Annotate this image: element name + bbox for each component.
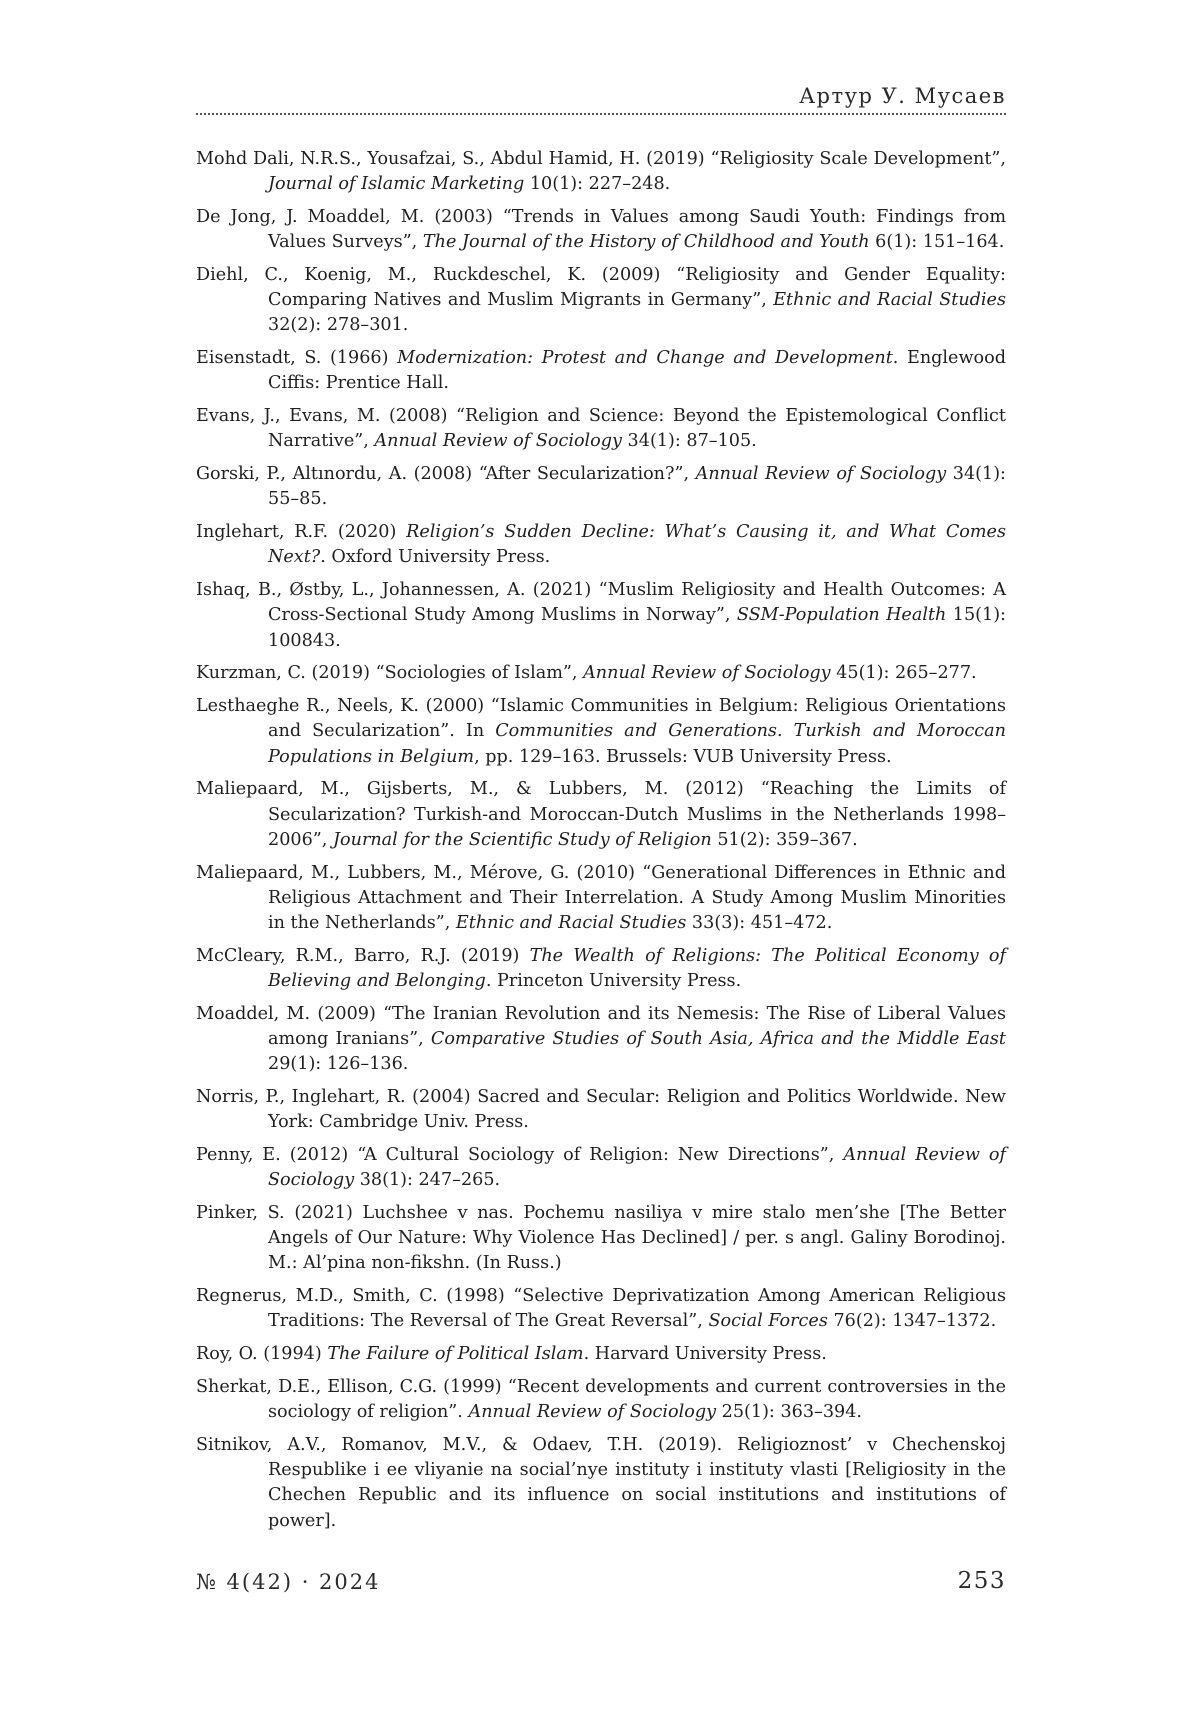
reference-entry [196, 578, 1006, 654]
reference-text: 15(1): 100843. [268, 605, 1006, 651]
reference-source-title: Journal of Islamic Marketing [268, 174, 525, 195]
reference-text: Eisenstadt, S. (1966) [196, 348, 398, 369]
reference-text: Inglehart, R.F. (2020) [196, 522, 407, 543]
reference-text: Lesthaeghe R., Neels, K. (2000) “Islamic Communities in Belgium: Religious Orientations and Secularization”. In [196, 696, 1006, 742]
reference-text: Mohd Dali, N.R.S., Yousafzai, S., Abdul Hamid, H. (2019) “Religiosity Scale Development”, [196, 149, 1006, 169]
reference-text: . Princeton University Press. [485, 971, 742, 992]
reference-text: . Oxford University Press. [320, 547, 551, 568]
reference-text: 38(1): 247–265. [354, 1170, 501, 1191]
reference-source-title: Annual Review of Sociology [268, 1145, 1006, 1191]
reference-text: McCleary, R.M., Barro, R.J. (2019) [196, 945, 530, 966]
reference-text: 34(1): 55–85. [268, 464, 1006, 510]
reference-entry [196, 462, 1006, 512]
reference-entry [196, 1375, 1006, 1425]
reference-source-title: Comparative Studies of South Asia, Africa and the Middle East [430, 1029, 1006, 1050]
reference-source-title: Annual Review of Sociology [583, 663, 831, 684]
reference-entry [196, 694, 1006, 770]
reference-text: 32(2): 278–301. [268, 315, 409, 336]
reference-entry [196, 861, 1006, 937]
reference-text: . Englewood Ciffis: Prentice Hall. [268, 348, 1006, 394]
reference-text: 25(1): 363–394. [716, 1402, 863, 1423]
reference-source-title: Journal for the Scientific Study of Religion [332, 829, 712, 850]
reference-text: , pp. 129–163. Brussels: VUB University Press. [474, 746, 892, 767]
reference-source-title: Annual Review of Sociology [468, 1402, 717, 1423]
reference-entry [196, 661, 1006, 686]
reference-text: Ishaq, B., Østby, L., Johannessen, A. (2021) “Muslim Religiosity and Health Outcomes: A Cross-Sectional Study Among Muslims in Norway”, [196, 580, 1006, 626]
reference-text: 6(1): 151–164. [869, 232, 1005, 253]
reference-entry [196, 147, 1006, 197]
reference-entry [196, 346, 1006, 396]
reference-entry [196, 1201, 1006, 1277]
reference-text: De Jong, J. Moaddel, M. (2003) “Trends in Values among Saudi Youth: Findings from Values Surveys”, [196, 207, 1006, 253]
reference-source-title: Ethnic and Racial Studies [455, 913, 687, 934]
reference-source-title: Annual Review of Sociology [695, 464, 947, 485]
reference-source-title: Annual Review of Sociology [374, 431, 622, 452]
reference-entry [196, 1002, 1006, 1078]
reference-text: Moaddel, M. (2009) “The Iranian Revolution and its Nemesis: The Rise of Liberal Values among Iranians”, [196, 1003, 1006, 1050]
reference-entry [196, 1085, 1006, 1135]
reference-entry [196, 205, 1006, 255]
reference-text: Evans, J., Evans, M. (2008) “Religion and Science: Beyond the Epistemological Conflict Narrative”, [196, 406, 1006, 452]
reference-source-title: Religion’s Sudden Decline: What’s Causing it, and What Comes Next? [268, 522, 1006, 568]
reference-text: Kurzman, C. (2019) “Sociologies of Islam”, [196, 663, 584, 684]
reference-source-title: The Wealth of Religions: The Political Economy of Believing and Belonging [268, 945, 1006, 992]
journal-issue: № 4(42) · 2024 [196, 1570, 381, 1594]
reference-text: . Harvard University Press. [583, 1344, 827, 1365]
running-head-author: Артур У. Мусаев [799, 84, 1006, 108]
reference-source-title: Communities and Generations. Turkish and Moroccan Populations in Belgium [268, 721, 1006, 767]
reference-entry [196, 944, 1006, 994]
reference-text: 34(1): 87–105. [621, 431, 757, 452]
reference-text: Norris, P., Inglehart, R. (2004) Sacred and Secular: Religion and Politics Worldwide. New York: Cambridge Univ. Press. [196, 1087, 1006, 1133]
reference-entry [196, 1433, 1006, 1534]
reference-text: 76(2): 1347–1372. [827, 1311, 997, 1332]
reference-source-title: SSM-Population Health [736, 605, 947, 626]
reference-text: Sherkat, D.E., Ellison, C.G. (1999) “Recent developments and current controversies in the sociology of religion”. [196, 1377, 1006, 1423]
reference-text: Sitnikov, A.V., Romanov, M.V., & Odaev, T.H. (2019). Religioznost’ v Chechenskoj Respublike i ee vliyanie na social’nye instituty i instituty vlasti [Religiosity in the Chechen Republic and its influence on social institutions and institutions of power]. [196, 1435, 1006, 1531]
reference-entry [196, 1143, 1006, 1193]
reference-text: Diehl, C., Koenig, M., Ruckdeschel, K. (2009) “Religiosity and Gender Equality: Comparing Natives and Muslim Migrants in Germany”, [196, 265, 1006, 311]
reference-text: Maliepaard, M., Gijsberts, M., & Lubbers, M. (2012) “Reaching the Limits of Secularization? Turkish-and Moroccan-Dutch Muslims in the Netherlands 1998–2006”, [196, 779, 1006, 850]
reference-list [196, 147, 1006, 1541]
reference-text: Pinker, S. (2021) Luchshee v nas. Pochemu nasiliya v mire stalo men’she [The Better Angels of Our Nature: Why Violence Has Declined] / per. s angl. Galiny Borodinoj. M.: Al’pina non-fikshn. (In Russ.) [196, 1203, 1006, 1274]
reference-text: Roy, O. (1994) [196, 1344, 328, 1365]
reference-text: Regnerus, M.D., Smith, C. (1998) “Selective Deprivatization Among American Religious Traditions: The Reversal of The Great Reversal”, [196, 1286, 1006, 1332]
reference-entry [196, 404, 1006, 454]
reference-source-title: The Failure of Political Islam [327, 1344, 584, 1365]
reference-text: 29(1): 126–136. [268, 1054, 409, 1075]
page-number: 253 [957, 1568, 1006, 1594]
reference-text: 51(2): 359–367. [711, 829, 858, 850]
reference-entry [196, 1284, 1006, 1334]
reference-text: Penny, E. (2012) “A Cultural Sociology of Religion: New Directions”, [196, 1145, 844, 1166]
reference-entry [196, 777, 1006, 853]
reference-entry [196, 263, 1006, 339]
reference-text: 10(1): 227–248. [524, 174, 671, 195]
reference-text: Maliepaard, M., Lubbers, M., Mérove, G. (2010) “Generational Differences in Ethnic and Religious Attachment and Their Interrelation. A Study Among Muslim Minorities in the Netherlands”, [196, 862, 1006, 934]
reference-source-title: The Journal of the History of Childhood and Youth [422, 232, 870, 253]
reference-source-title: Social Forces [708, 1311, 828, 1332]
reference-entry [196, 1342, 1006, 1367]
reference-source-title: Modernization: Protest and Change and Development [397, 348, 893, 369]
reference-entry [196, 520, 1006, 570]
reference-text: 45(1): 265–277. [830, 663, 977, 684]
header-divider [196, 113, 1006, 115]
reference-text: 33(3): 451–472. [686, 913, 833, 934]
reference-source-title: Ethnic and Racial Studies [773, 290, 1006, 311]
reference-text: Gorski, P., Altınordu, A. (2008) “After Secularization?”, [196, 464, 696, 485]
